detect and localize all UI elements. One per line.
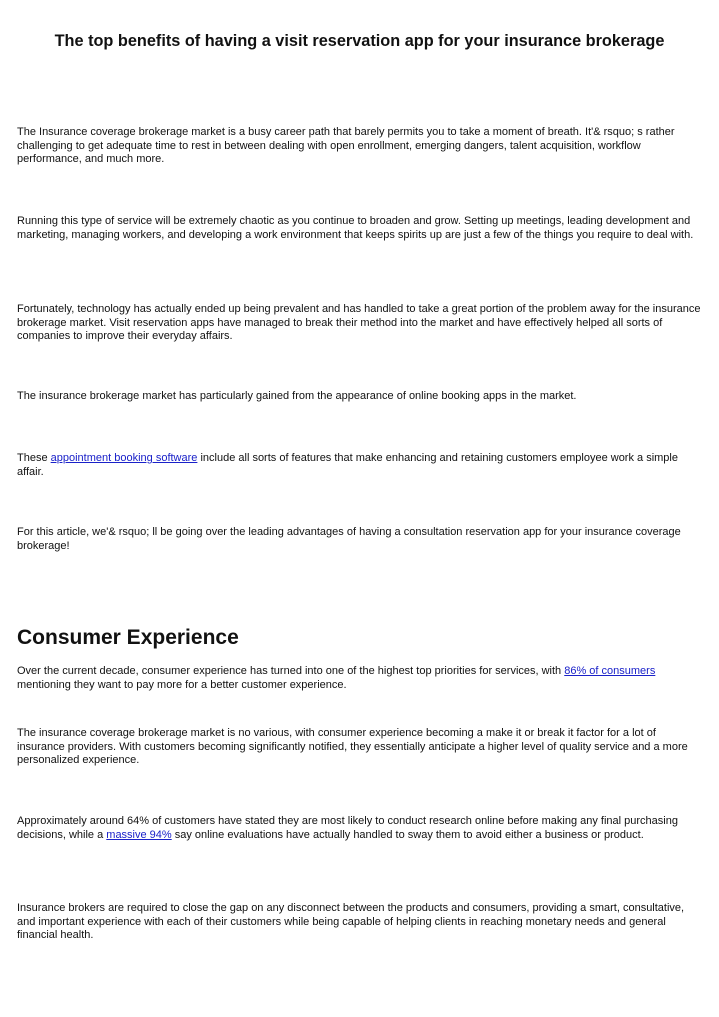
consumers-statistic-link[interactable]: 86% of consumers — [564, 665, 656, 677]
page-title: The top benefits of having a visit reservation app for your insurance brokerage — [54, 32, 665, 50]
paragraph-chaotic-service: Running this type of service will be extremely chaotic as you continue to broaden and grow. Setting up meetings, leading development and marketing, managing workers, and developing a work environment that keeps spirits up are just a few of the things you require to deal with. — [17, 215, 694, 241]
paragraph-text: include all sorts of features that make enhancing and retaining customers employee work a simple affair. — [17, 452, 678, 478]
massive-94-link[interactable]: massive 94% — [106, 828, 172, 841]
paragraph-article-intro: For this article, we'& rsquo; ll be going over the leading advantages of having a consultation reservation app for your insurance coverage brokerage! — [17, 526, 681, 552]
paragraph-consumer-priorities — [17, 665, 701, 692]
paragraph-text: Over the current decade, consumer experience has turned into one of the highest top priorities for services, with — [17, 665, 565, 677]
paragraph-online-booking: The insurance brokerage market has particularly gained from the appearance of online booking apps in the market. — [17, 390, 577, 402]
paragraph-brokerage-market: The insurance coverage brokerage market is no various, with consumer experience becoming a make it or break it factor for a lot of insurance providers. With customers becoming significantly notified, they essentially anticipate a higher level of quality service and a more personalized experience. — [17, 727, 688, 767]
paragraph-features — [17, 452, 701, 479]
paragraph-intro: The Insurance coverage brokerage market is a busy career path that barely permits you to take a moment of breath. It'& rsquo; s rather challenging to get adequate time to rest in between dealing with open enrollment, emerging dangers, talent acquisition, workflow performance, and much more. — [17, 126, 675, 166]
paragraph-text: Approximately around 64% of customers have stated they are most likely to conduct research online before making any final purchasing decisions, while a — [17, 815, 678, 841]
appointment-booking-software-link[interactable]: appointment booking software — [50, 452, 198, 464]
paragraph-text: These — [17, 452, 51, 464]
paragraph-online-research — [17, 815, 701, 842]
section-heading-consumer-experience: Consumer Experience — [17, 626, 239, 649]
paragraph-text: say online evaluations have actually handled to sway them to avoid either a business or product. — [171, 828, 644, 841]
paragraph-text: mentioning they want to pay more for a better customer experience. — [17, 678, 347, 691]
paragraph-technology: Fortunately, technology has actually ended up being prevalent and has handled to take a great portion of the problem away for the insurance brokerage market. Visit reservation apps have managed to break their method into the market and have effectively helped all sorts of companies to improve their everyday affairs. — [17, 303, 701, 343]
paragraph-insurance-brokers: Insurance brokers are required to close the gap on any disconnect between the products and consumers, providing a smart, consultative, and important experience with each of their customers while being capable of helping clients in reaching monetary needs and general financial health. — [17, 902, 685, 942]
